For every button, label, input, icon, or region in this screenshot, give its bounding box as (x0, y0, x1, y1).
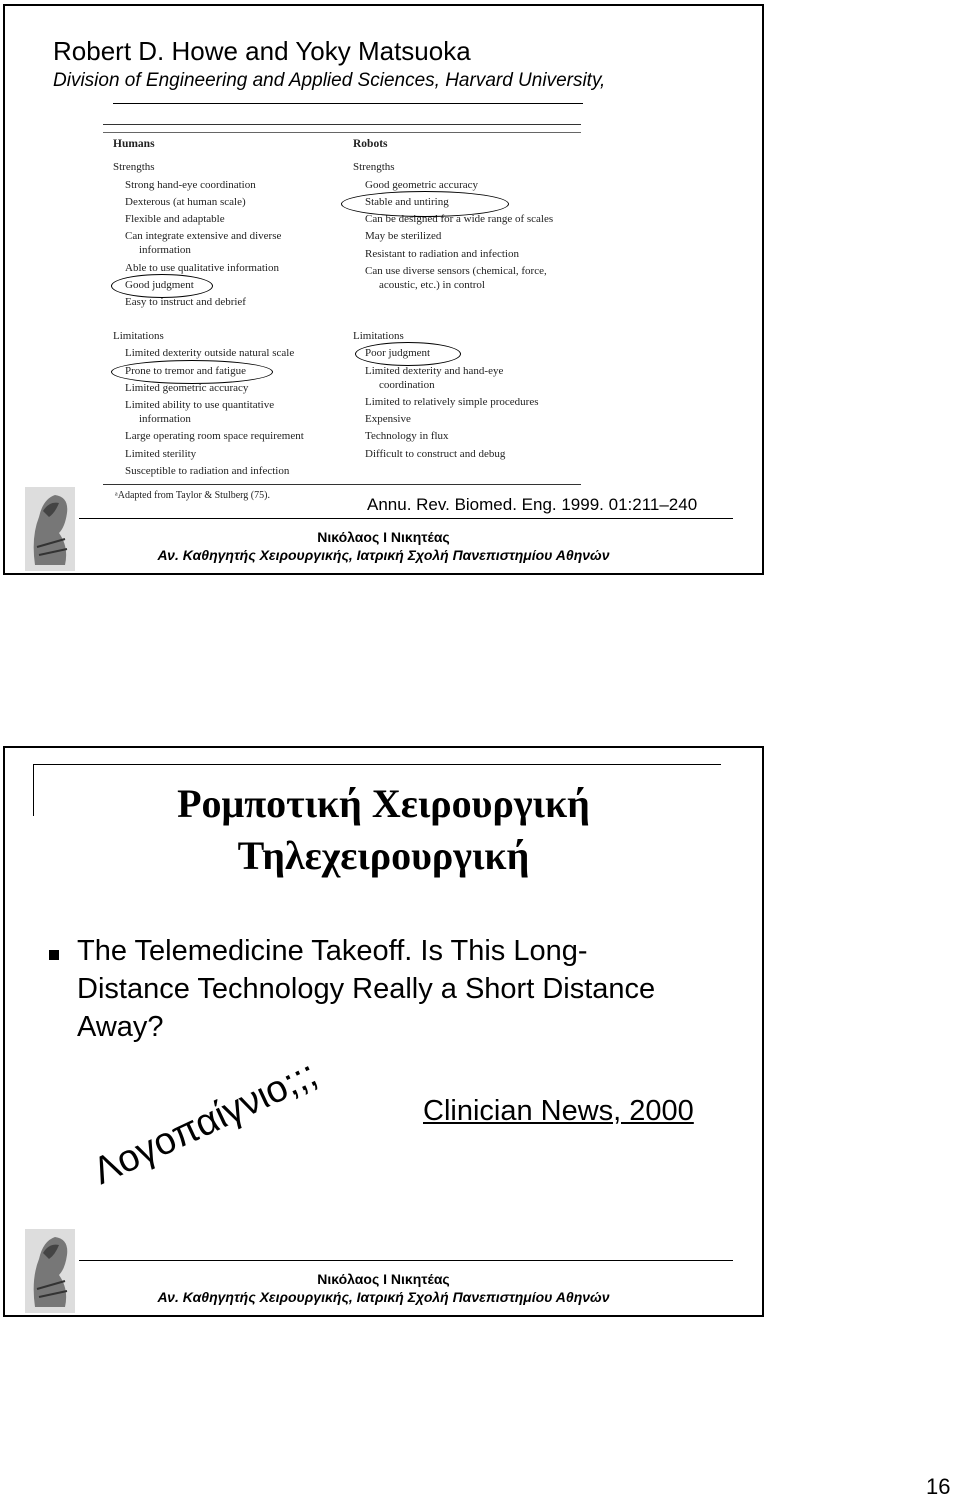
list-item: Limited ability to use quantitative (125, 399, 275, 411)
list-item: Flexible and adaptable (125, 213, 225, 225)
list-item: Can use diverse sensors (chemical, force, (365, 265, 547, 277)
bullet-text-line-3: Away? (77, 1011, 164, 1043)
list-item: Limited to relatively simple procedures (365, 396, 539, 408)
highlight-oval-good-judgment (111, 274, 213, 298)
humans-strengths-label: Strengths (113, 161, 155, 173)
highlight-oval-stable (341, 191, 509, 217)
list-item: May be sterilized (365, 230, 442, 242)
list-item: Technology in flux (365, 430, 449, 442)
footer-name: Νικόλαος Ι Νικητέας (317, 1271, 450, 1287)
list-item: Can integrate extensive and diverse (125, 230, 282, 242)
bullet-text-line-1: The Telemedicine Takeoff. Is This Long- (77, 935, 588, 967)
affiliation: Division of Engineering and Applied Sciences, Harvard University, (53, 70, 606, 91)
list-item: Able to use qualitative information (125, 262, 279, 274)
list-item: Expensive (365, 413, 411, 425)
list-item: information (139, 244, 191, 256)
list-item: Susceptible to radiation and infection (125, 465, 290, 477)
source-text: Clinician News, 2000 (423, 1095, 694, 1127)
header-rule (113, 103, 583, 104)
table-bottom-rule (103, 484, 581, 485)
list-item: Limited geometric accuracy (125, 382, 249, 394)
list-item: Limited dexterity outside natural scale (125, 347, 295, 359)
list-item: information (139, 413, 191, 425)
authors: Robert D. Howe and Yoky Matsuoka (53, 36, 471, 66)
comparison-table (103, 124, 583, 508)
bullet-text-line-2: Distance Technology Really a Short Distance (77, 973, 656, 1005)
slide-1 (3, 4, 764, 575)
footer-affiliation: Αν. Καθηγητής Χειρουργικής, Ιατρική Σχολή Πανεπιστημίου Αθηνών (157, 1289, 610, 1305)
slide-title-line-2: Τηλεχειρουργική (237, 833, 530, 878)
footer-name: Νικόλαος Ι Νικητέας (317, 529, 450, 545)
footer-rule (79, 1260, 733, 1261)
highlight-oval-tremor (111, 360, 273, 384)
list-item: Dexterous (at human scale) (125, 196, 246, 208)
list-item: Resistant to radiation and infection (365, 248, 519, 260)
list-item: Can be designed for a wide range of scales (365, 213, 554, 225)
list-item: Good geometric accuracy (365, 179, 478, 191)
list-item: Limited dexterity and hand-eye (365, 365, 504, 377)
wordplay-text: Λογοπαίγνιο;;; (86, 1052, 324, 1194)
list-item: Good judgment (125, 279, 194, 291)
list-item: acoustic, etc.) in control (379, 279, 485, 291)
footer-affiliation: Αν. Καθηγητής Χειρουργικής, Ιατρική Σχολή Πανεπιστημίου Αθηνών (157, 547, 610, 563)
robots-limitations-label: Limitations (353, 330, 404, 342)
list-item: Difficult to construct and debug (365, 448, 506, 460)
list-item: Poor judgment (365, 347, 431, 359)
humans-limitations-label: Limitations (113, 330, 164, 342)
header-rule (33, 764, 721, 765)
slide-title-line-1: Ρομποτική Χειρουργική (177, 781, 590, 826)
citation: Annu. Rev. Biomed. Eng. 1999. 01:211–240 (367, 495, 698, 514)
footer-rule (79, 518, 733, 519)
list-item: Limited sterility (125, 448, 197, 460)
list-item: Large operating room space requirement (125, 430, 304, 442)
robots-strengths-label: Strengths (353, 161, 395, 173)
humans-title: Humans (113, 138, 155, 150)
list-item: Stable and untiring (365, 196, 449, 208)
table-footnote: ᵃAdapted from Taylor & Stulberg (75). (115, 490, 270, 501)
robots-title: Robots (353, 138, 388, 150)
bullet-square (49, 950, 59, 960)
list-item: Prone to tremor and fatigue (125, 365, 246, 377)
highlight-oval-poor-judgment (355, 342, 461, 366)
list-item: Easy to instruct and debrief (125, 296, 246, 308)
list-item: Strong hand-eye coordination (125, 179, 256, 191)
slide-2 (3, 746, 764, 1317)
list-item: coordination (379, 379, 435, 391)
table-top-rule (103, 124, 581, 125)
page-number: 16 (926, 1474, 951, 1499)
table-second-rule (103, 132, 581, 133)
